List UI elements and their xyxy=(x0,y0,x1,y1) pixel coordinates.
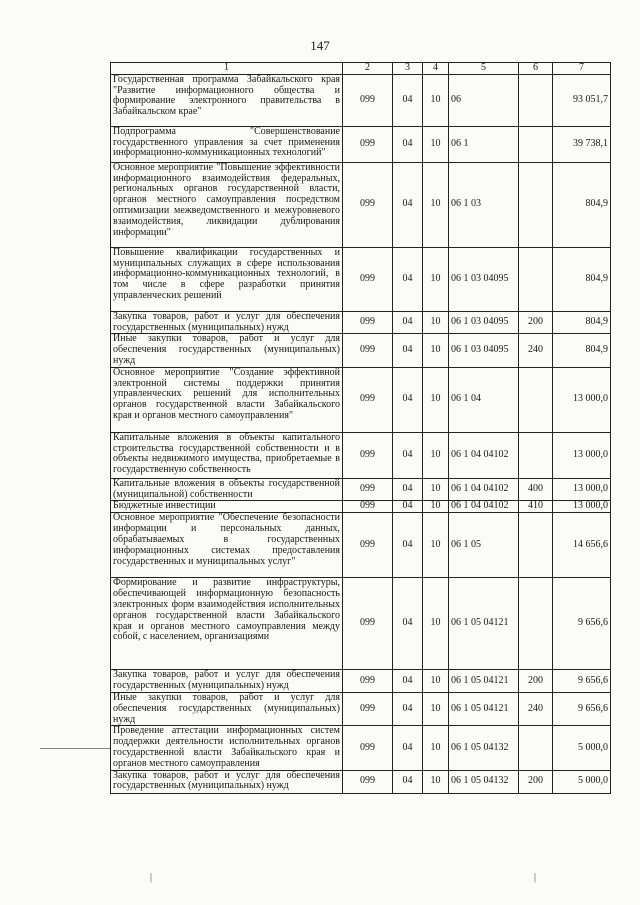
row-c3-cell: 04 xyxy=(393,334,423,367)
row-c3-cell: 04 xyxy=(393,513,423,578)
row-c7-cell: 804,9 xyxy=(553,162,611,247)
row-name-cell: Основное мероприятие "Обеспечение безопасности информации и персональных данных, обрабатываемых в государственных информационных системах предоставления государственных и муниципальных услуг" xyxy=(111,513,343,578)
row-c2-cell: 099 xyxy=(343,126,393,162)
row-c4-cell: 10 xyxy=(423,367,449,432)
row-c4-cell: 10 xyxy=(423,770,449,793)
row-c5-cell: 06 1 03 xyxy=(449,162,519,247)
row-c5-cell: 06 1 05 04121 xyxy=(449,578,519,670)
row-c5-cell: 06 1 03 04095 xyxy=(449,311,519,334)
row-c7-cell: 93 051,7 xyxy=(553,74,611,126)
row-c5-cell: 06 1 05 04132 xyxy=(449,726,519,770)
row-c6-cell xyxy=(519,74,553,126)
row-c5-cell: 06 1 05 xyxy=(449,513,519,578)
row-c4-cell: 10 xyxy=(423,501,449,513)
row-c6-cell: 400 xyxy=(519,478,553,501)
row-c4-cell: 10 xyxy=(423,670,449,693)
row-c6-cell xyxy=(519,247,553,311)
row-c7-cell: 13 000,0 xyxy=(553,432,611,478)
row-c4-cell: 10 xyxy=(423,432,449,478)
row-c2-cell: 099 xyxy=(343,726,393,770)
row-name-cell: Основное мероприятие "Повышение эффективности информационного взаимодействия федеральных, региональных органов государственной власти, органов местного самоуправления посредством оптимизации межведомственного и межуровневого взаимодействия, ликвидации дублирования информации" xyxy=(111,162,343,247)
row-c2-cell: 099 xyxy=(343,162,393,247)
row-c5-cell: 06 1 03 04095 xyxy=(449,247,519,311)
row-name-cell: Повышение квалификации государственных и муниципальных служащих в сфере использования информационно-коммуникационных технологий, в том числе в сфере разработки принятия управленческих решений xyxy=(111,247,343,311)
row-c7-cell: 5 000,0 xyxy=(553,726,611,770)
row-name-cell: Государственная программа Забайкальского края "Развитие информационного общества и формирование электронного правительства в Забайкальском крае" xyxy=(111,74,343,126)
row-c7-cell: 5 000,0 xyxy=(553,770,611,793)
row-c3-cell: 04 xyxy=(393,126,423,162)
column-header: 7 xyxy=(553,63,611,75)
row-c6-cell: 240 xyxy=(519,692,553,725)
row-c3-cell: 04 xyxy=(393,670,423,693)
row-c3-cell: 04 xyxy=(393,162,423,247)
row-name-cell: Иные закупки товаров, работ и услуг для обеспечения государственных (муниципальных) нужд xyxy=(111,692,343,725)
row-c4-cell: 10 xyxy=(423,247,449,311)
row-name-cell: Закупка товаров, работ и услуг для обеспечения государственных (муниципальных) нужд xyxy=(111,770,343,793)
table-row xyxy=(111,334,611,367)
row-name-cell: Закупка товаров, работ и услуг для обеспечения государственных (муниципальных) нужд xyxy=(111,311,343,334)
row-c2-cell: 099 xyxy=(343,334,393,367)
row-c5-cell: 06 1 04 04102 xyxy=(449,501,519,513)
row-c4-cell: 10 xyxy=(423,513,449,578)
row-c7-cell: 39 738,1 xyxy=(553,126,611,162)
scan-artifact-line xyxy=(40,748,110,749)
table-row xyxy=(111,726,611,770)
row-c2-cell: 099 xyxy=(343,247,393,311)
row-c3-cell: 04 xyxy=(393,501,423,513)
row-c2-cell: 099 xyxy=(343,478,393,501)
row-name-cell: Подпрограмма "Совершенствование государственного управления за счет применения информационно-коммуникационных технологий" xyxy=(111,126,343,162)
row-c2-cell: 099 xyxy=(343,692,393,725)
column-header: 1 xyxy=(111,63,343,75)
row-c6-cell: 240 xyxy=(519,334,553,367)
row-c2-cell: 099 xyxy=(343,501,393,513)
table-row xyxy=(111,770,611,793)
row-c4-cell: 10 xyxy=(423,478,449,501)
table-row xyxy=(111,162,611,247)
row-name-cell: Проведение аттестации информационных систем поддержки деятельности исполнительных органов государственной власти Забайкальского края и органов местного самоуправления xyxy=(111,726,343,770)
row-c5-cell: 06 1 04 04102 xyxy=(449,432,519,478)
table-row xyxy=(111,478,611,501)
column-header: 5 xyxy=(449,63,519,75)
table-row xyxy=(111,432,611,478)
row-c5-cell: 06 xyxy=(449,74,519,126)
scan-mark: | xyxy=(534,872,537,883)
table-header-row xyxy=(111,63,611,75)
row-c7-cell: 9 656,6 xyxy=(553,578,611,670)
row-c6-cell xyxy=(519,162,553,247)
row-c4-cell: 10 xyxy=(423,311,449,334)
row-c7-cell: 804,9 xyxy=(553,311,611,334)
row-c5-cell: 06 1 05 04121 xyxy=(449,692,519,725)
row-c4-cell: 10 xyxy=(423,692,449,725)
row-c5-cell: 06 1 05 04121 xyxy=(449,670,519,693)
scan-mark: | xyxy=(150,872,153,883)
table-row xyxy=(111,311,611,334)
row-c5-cell: 06 1 04 xyxy=(449,367,519,432)
row-c6-cell xyxy=(519,367,553,432)
row-name-cell: Капитальные вложения в объекты государственной (муниципальной) собственности xyxy=(111,478,343,501)
row-c5-cell: 06 1 04 04102 xyxy=(449,478,519,501)
row-c3-cell: 04 xyxy=(393,578,423,670)
column-header: 6 xyxy=(519,63,553,75)
row-c5-cell: 06 1 05 04132 xyxy=(449,770,519,793)
row-c3-cell: 04 xyxy=(393,770,423,793)
row-c6-cell: 410 xyxy=(519,501,553,513)
row-c5-cell: 06 1 xyxy=(449,126,519,162)
row-c4-cell: 10 xyxy=(423,126,449,162)
table-row xyxy=(111,670,611,693)
row-c4-cell: 10 xyxy=(423,162,449,247)
row-c6-cell xyxy=(519,578,553,670)
row-c2-cell: 099 xyxy=(343,74,393,126)
row-c6-cell xyxy=(519,432,553,478)
row-c2-cell: 099 xyxy=(343,311,393,334)
table-row xyxy=(111,126,611,162)
table-row xyxy=(111,578,611,670)
row-name-cell: Закупка товаров, работ и услуг для обеспечения государственных (муниципальных) нужд xyxy=(111,670,343,693)
row-c6-cell: 200 xyxy=(519,670,553,693)
row-c6-cell xyxy=(519,126,553,162)
row-c3-cell: 04 xyxy=(393,432,423,478)
table-row xyxy=(111,74,611,126)
row-c4-cell: 10 xyxy=(423,74,449,126)
page-number: 147 xyxy=(310,38,330,53)
row-c3-cell: 04 xyxy=(393,478,423,501)
budget-table xyxy=(110,62,611,794)
column-header: 3 xyxy=(393,63,423,75)
table-row xyxy=(111,247,611,311)
row-c2-cell: 099 xyxy=(343,578,393,670)
row-c6-cell xyxy=(519,513,553,578)
table-body xyxy=(111,74,611,793)
row-c7-cell: 9 656,6 xyxy=(553,692,611,725)
table-row xyxy=(111,692,611,725)
row-name-cell: Формирование и развитие инфраструктуры, обеспечивающей информационную безопасность электронных форм взаимодействия исполнительных органов государственной власти Забайкальского края и органов местного самоуправления между собой, с населением, организациями xyxy=(111,578,343,670)
table-row xyxy=(111,367,611,432)
row-c5-cell: 06 1 03 04095 xyxy=(449,334,519,367)
row-c2-cell: 099 xyxy=(343,670,393,693)
row-c2-cell: 099 xyxy=(343,513,393,578)
row-c6-cell xyxy=(519,726,553,770)
table-row xyxy=(111,501,611,513)
row-c3-cell: 04 xyxy=(393,311,423,334)
row-c6-cell: 200 xyxy=(519,311,553,334)
row-c6-cell: 200 xyxy=(519,770,553,793)
row-c3-cell: 04 xyxy=(393,74,423,126)
row-c3-cell: 04 xyxy=(393,726,423,770)
row-c2-cell: 099 xyxy=(343,432,393,478)
row-c7-cell: 14 656,6 xyxy=(553,513,611,578)
column-header: 2 xyxy=(343,63,393,75)
row-name-cell: Капитальные вложения в объекты капитального строительства государственной собственности и в объекты недвижимого имущества, приобретаемые в государственную собственность xyxy=(111,432,343,478)
row-c3-cell: 04 xyxy=(393,247,423,311)
row-c3-cell: 04 xyxy=(393,692,423,725)
row-c3-cell: 04 xyxy=(393,367,423,432)
row-name-cell: Иные закупки товаров, работ и услуг для обеспечения государственных (муниципальных) нужд xyxy=(111,334,343,367)
row-name-cell: Основное мероприятие "Создание эффективной электронной системы поддержки принятия управленческих решений для исполнительных органов государственной власти Забайкальского края и органов местного самоуправления" xyxy=(111,367,343,432)
row-c4-cell: 10 xyxy=(423,334,449,367)
row-c7-cell: 13 000,0 xyxy=(553,501,611,513)
row-c7-cell: 9 656,6 xyxy=(553,670,611,693)
row-c7-cell: 13 000,0 xyxy=(553,367,611,432)
row-c7-cell: 804,9 xyxy=(553,334,611,367)
row-c7-cell: 13 000,0 xyxy=(553,478,611,501)
row-c4-cell: 10 xyxy=(423,578,449,670)
row-c7-cell: 804,9 xyxy=(553,247,611,311)
row-c2-cell: 099 xyxy=(343,367,393,432)
row-c4-cell: 10 xyxy=(423,726,449,770)
row-c2-cell: 099 xyxy=(343,770,393,793)
table-row xyxy=(111,513,611,578)
column-header: 4 xyxy=(423,63,449,75)
row-name-cell: Бюджетные инвестиции xyxy=(111,501,343,513)
